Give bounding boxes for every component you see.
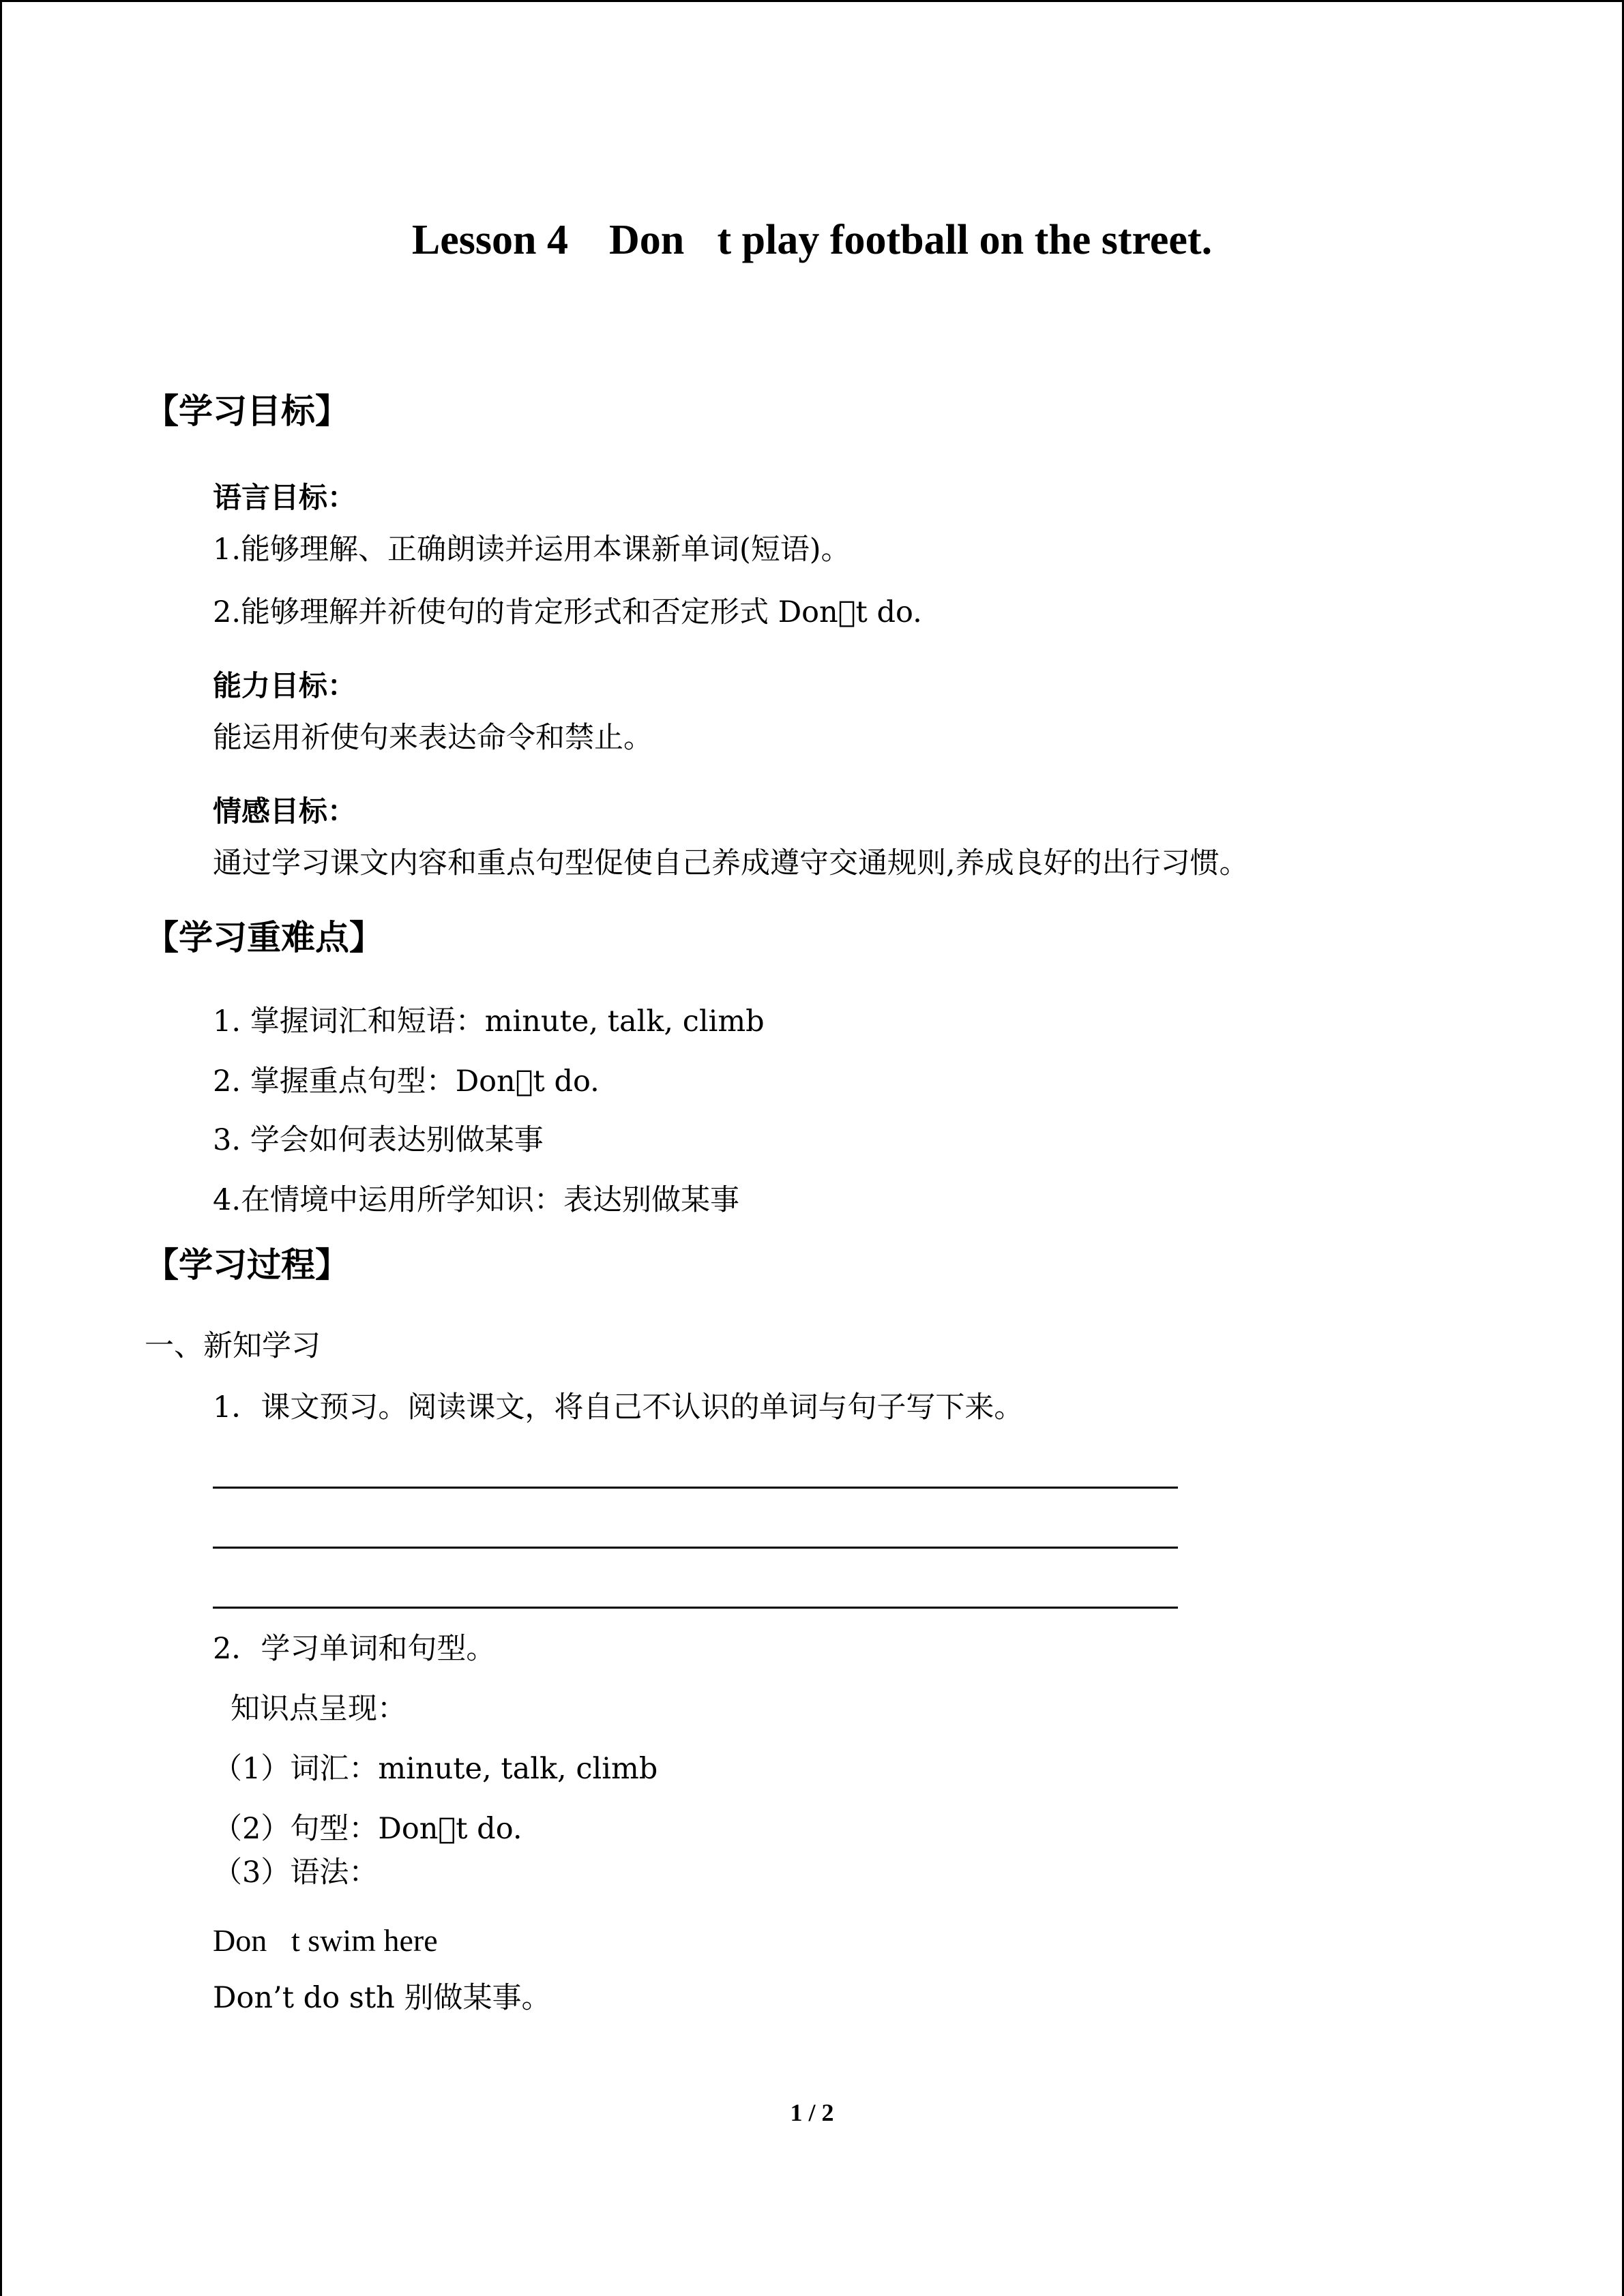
key-point-item-4: 4.在情境中运用所学知识：表达别做某事 xyxy=(213,1183,740,1217)
lesson-number: Lesson 4 xyxy=(411,217,569,263)
step-2-text: 2．学习单词和句型。 xyxy=(213,1632,496,1666)
knowledge-item-vocab: （1）词汇：minute, talk, climb xyxy=(213,1752,658,1786)
step-1-text: 1．课文预习。阅读课文，将自己不认识的单词与句子写下来。 xyxy=(213,1390,1024,1425)
lesson-title: Don t play football on the street. xyxy=(609,217,1213,263)
section-heading-goals: 【学习目标】 xyxy=(145,391,349,431)
answer-blank-line-2 xyxy=(213,1547,1178,1549)
knowledge-item-sentence: （2）句型：Don t do. xyxy=(213,1812,522,1846)
emotion-goal-label: 情感目标： xyxy=(213,794,357,828)
emotion-goal-text: 通过学习课文内容和重点句型促使自己养成遵守交通规则,养成良好的出行习惯。 xyxy=(213,846,1249,880)
key-point-item-2: 2. 掌握重点句型：Don t do. xyxy=(213,1064,600,1099)
page-number: 1 / 2 xyxy=(790,2099,834,2126)
knowledge-item-grammar: （3）语法： xyxy=(213,1855,379,1890)
example-sentence-2: Don’t do sth 别做某事。 xyxy=(213,1981,551,2015)
part-one-heading: 一、新知学习 xyxy=(145,1329,321,1363)
ability-goal-text: 能运用祈使句来表达命令和禁止。 xyxy=(213,721,653,755)
key-point-item-3: 3. 学会如何表达别做某事 xyxy=(213,1123,544,1157)
section-heading-process: 【学习过程】 xyxy=(145,1245,349,1285)
language-goal-label: 语言目标： xyxy=(213,481,357,514)
section-heading-key-points: 【学习重难点】 xyxy=(145,918,383,957)
example-sentence-1: Don t swim here xyxy=(213,1923,438,1958)
knowledge-label: 知识点呈现： xyxy=(231,1692,407,1726)
page-title xyxy=(0,213,1624,267)
key-point-item-1: 1. 掌握词汇和短语：minute, talk, climb xyxy=(213,1004,765,1039)
answer-blank-line-1 xyxy=(213,1487,1178,1489)
language-goal-item-2: 2.能够理解并祈使句的肯定形式和否定形式 Don t do. xyxy=(213,595,922,629)
ability-goal-label: 能力目标： xyxy=(213,669,357,702)
answer-blank-line-3 xyxy=(213,1607,1178,1609)
language-goal-item-1: 1.能够理解、正确朗读并运用本课新单词(短语)。 xyxy=(213,533,851,567)
